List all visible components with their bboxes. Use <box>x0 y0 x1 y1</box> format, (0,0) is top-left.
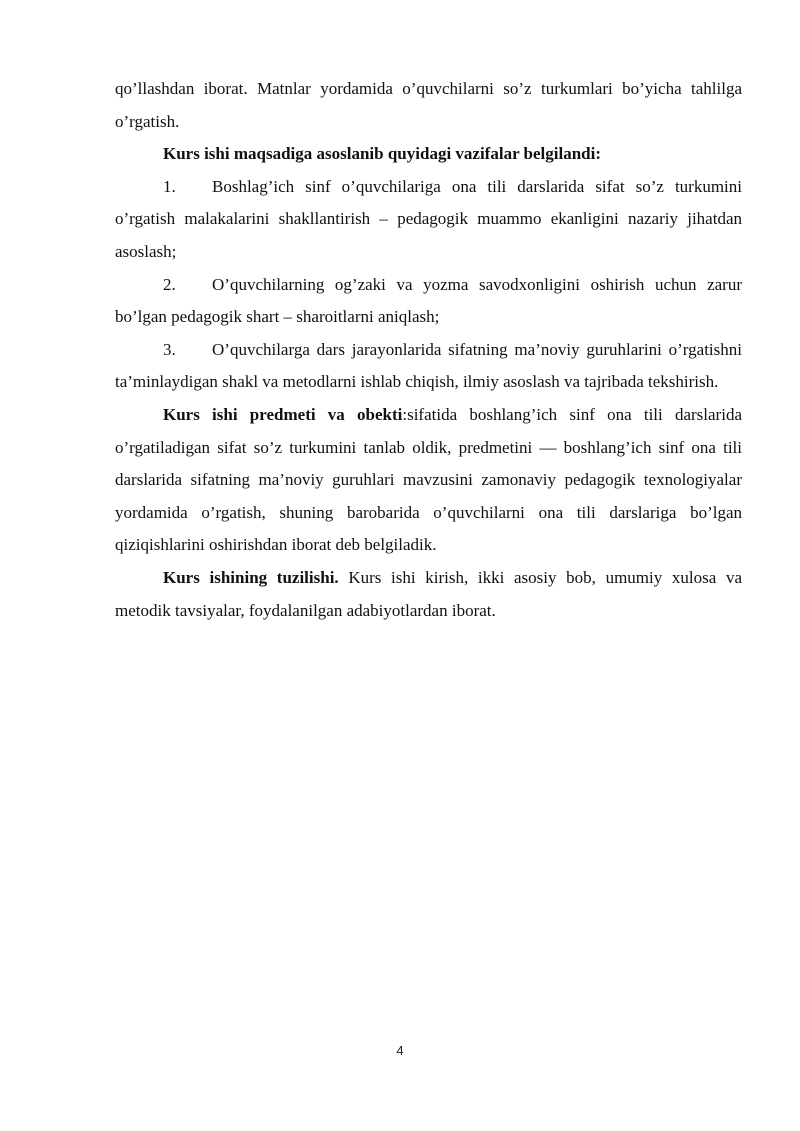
task-text: O’quvchilarning og’zaki va yozma savodxonligini oshirish uchun zarur bo’lgan pedagogik shart – sharoitlarni aniqlash; <box>115 274 742 327</box>
task-item-2 <box>115 269 742 334</box>
task-number: 1. <box>163 176 176 196</box>
task-text: O’quvchilarga dars jarayonlarida sifatning ma’noviy guruhlarini o’rgatishni ta’minlaydigan shakl va metodlarni ishlab chiqish, ilmiy asoslash va tajribada tekshirish. <box>115 339 742 392</box>
subject-paragraph <box>115 399 742 562</box>
structure-text: Kurs ishi kirish, ikki asosiy bob, umumiy xulosa va metodik tavsiyalar, foydalanilgan adabiyotlardan iborat. <box>115 567 742 620</box>
task-item-1 <box>115 171 742 269</box>
subject-label: Kurs ishi predmeti va obekti <box>163 404 403 424</box>
page-number: 4 <box>396 1043 404 1058</box>
subject-text: :sifatida boshlang’ich sinf ona tili darslarida o’rgatiladigan sifat so’z turkumini tanlab oldik, predmetini — boshlang’ich sinf ona tili darslarida sifatning ma’noviy guruhlari mavzusini zamonaviy pedagogik texnologiyalar yordamida o’rgatish, shuning barobarida o’quvchilarni ona tili darslariga bo’lgan qiziqishlarini oshirishdan iborat deb belgiladik. <box>115 404 742 555</box>
task-number: 2. <box>163 274 176 294</box>
task-text: Boshlag’ich sinf o’quvchilariga ona tili darslarida sifat so’z turkumini o’rgatish malakalarini shakllantirish – pedagogik muammo ekanligini nazariy jihatdan asoslash; <box>115 176 742 261</box>
document-body <box>115 73 742 627</box>
intro-paragraph: qo’llashdan iborat. Matnlar yordamida o’quvchilarni so’z turkumlari bo’yicha tahlilga o’rgatish. <box>115 79 742 131</box>
tasks-heading: Kurs ishi maqsadiga asoslanib quyidagi vazifalar belgilandi: <box>163 144 602 164</box>
structure-paragraph <box>115 562 742 627</box>
structure-label: Kurs ishining tuzilishi. <box>163 567 339 587</box>
task-item-3 <box>115 334 742 399</box>
task-number: 3. <box>163 339 176 359</box>
